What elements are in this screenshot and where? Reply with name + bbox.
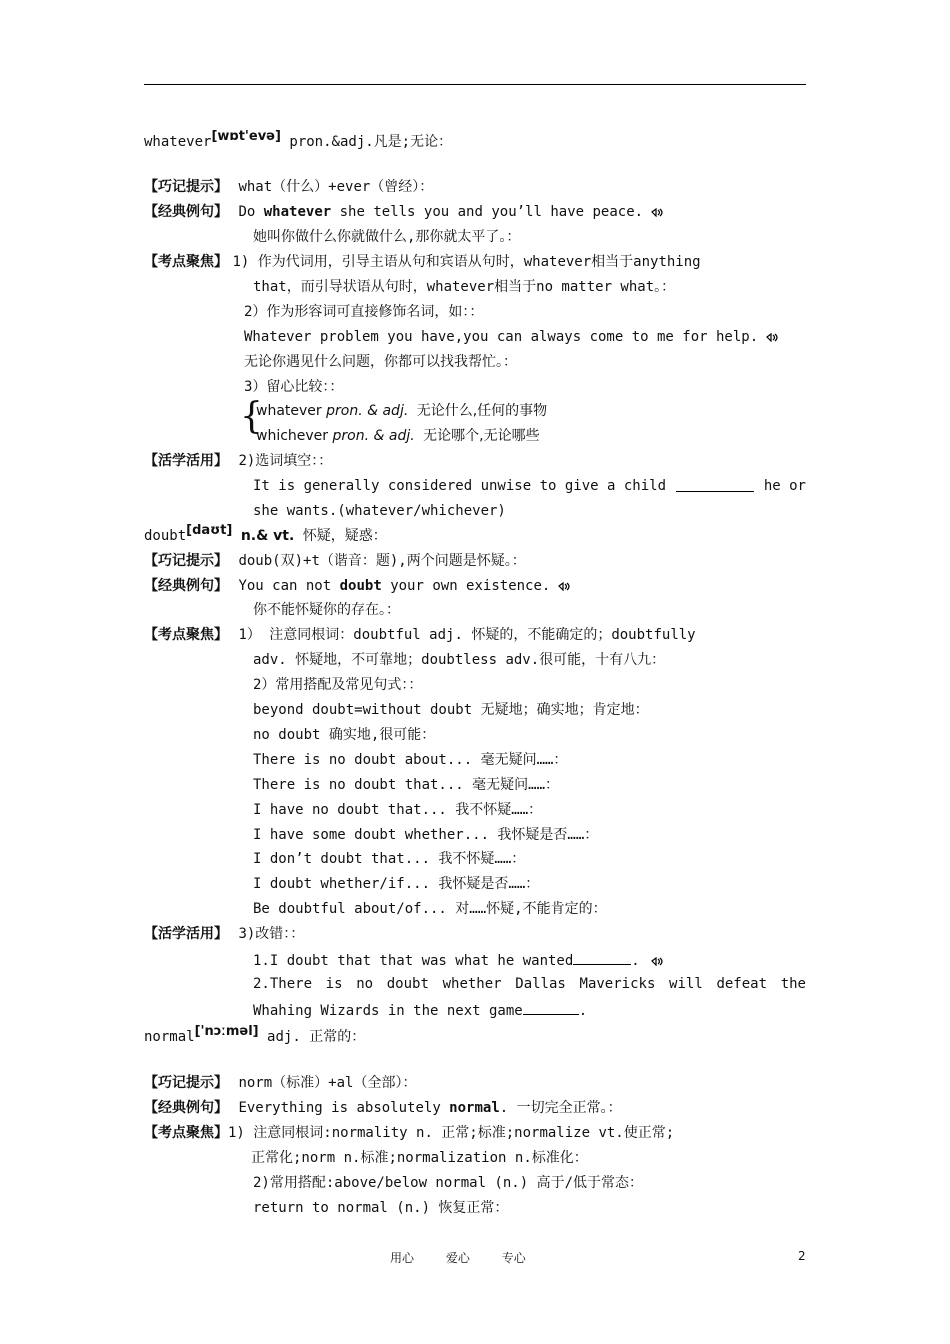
speaker-icon bbox=[651, 208, 665, 217]
focus-text: 正常;标准;normalize bbox=[432, 1125, 599, 1141]
practice-sentence bbox=[253, 1000, 587, 1020]
focus-text: 1） 注意同根词：doubtful bbox=[238, 627, 430, 643]
practice-text: 1.I doubt that that was what he wanted bbox=[253, 953, 574, 969]
example-keyword: whatever bbox=[263, 204, 332, 220]
meaning: 凡是;无论： bbox=[373, 134, 453, 150]
example-text: she tells you and you’ll have peace. bbox=[331, 204, 644, 220]
compare-row bbox=[256, 402, 547, 420]
pos: n.& vt. bbox=[240, 528, 295, 544]
focus-text: 2）常用搭配及常见句式：： bbox=[253, 677, 423, 693]
focus-text: 3）留心比较：： bbox=[244, 379, 344, 395]
mnemonic-line bbox=[144, 178, 433, 196]
headword: whatever bbox=[144, 134, 212, 150]
practice-text: . bbox=[578, 1003, 588, 1019]
focus-line bbox=[144, 1124, 674, 1142]
compare-word: whatever bbox=[256, 403, 322, 419]
compare-meaning: 无论什么,任何的事物 bbox=[416, 403, 548, 419]
headword: doubt bbox=[144, 528, 187, 544]
section-tag: 【巧记提示】 bbox=[144, 553, 228, 569]
headword: normal bbox=[144, 1029, 195, 1045]
mnemonic-text: what（什么）+ever（曾经）： bbox=[238, 179, 434, 195]
fill-blank[interactable] bbox=[523, 1000, 579, 1015]
meaning: 怀疑，疑惑： bbox=[302, 528, 387, 544]
focus-pos: adv. bbox=[505, 652, 540, 668]
compare-meaning: 无论哪个,无论哪些 bbox=[423, 428, 540, 444]
focus-text: 2）作为形容词可直接修饰名词，如：： bbox=[244, 304, 484, 320]
mnemonic-line bbox=[144, 1074, 416, 1092]
practice-text: she wants.(whatever/whichever) bbox=[253, 503, 506, 519]
compare-row bbox=[256, 427, 540, 445]
example-keyword: doubt bbox=[339, 578, 382, 594]
entry-whatever bbox=[144, 129, 453, 152]
meaning: 正常的： bbox=[300, 1029, 366, 1045]
focus-text: 怀疑地，不可靠地；doubtless bbox=[286, 652, 506, 668]
focus-text: that，而引导状语从句时，whatever相当于no matter what。： bbox=[253, 279, 676, 295]
footer-item: 专心 bbox=[501, 1251, 526, 1265]
compare-pos: pron. & adj. bbox=[332, 428, 415, 444]
focus-line-cont bbox=[251, 1149, 588, 1167]
phrase-item: I don’t doubt that... 我不怀疑……： bbox=[253, 851, 526, 867]
compare-word: whichever bbox=[256, 428, 329, 444]
focus-text: 使正常; bbox=[623, 1125, 675, 1141]
section-tag: 【经典例句】 bbox=[144, 1100, 228, 1116]
page-number: 2 bbox=[798, 1249, 806, 1263]
section-tag: 【经典例句】 bbox=[144, 578, 228, 594]
section-tag: 【巧记提示】 bbox=[144, 1075, 228, 1091]
section-tag: 【考点聚焦】 bbox=[144, 1125, 228, 1141]
focus-pos: vt. bbox=[598, 1125, 624, 1141]
focus-pos: n. bbox=[416, 1125, 433, 1141]
speaker-icon bbox=[558, 582, 572, 591]
focus-text: 标准化： bbox=[531, 1150, 588, 1166]
focus-text: 正常化;norm bbox=[251, 1150, 336, 1166]
focus-pos: n. bbox=[514, 1150, 532, 1166]
pos: adj. bbox=[267, 1029, 301, 1045]
practice-text: Whahing Wizards in the next game bbox=[253, 1003, 523, 1019]
mnemonic-line bbox=[144, 552, 526, 570]
focus-line bbox=[144, 253, 701, 271]
footer-motto bbox=[390, 1249, 554, 1266]
footer-item: 用心 bbox=[390, 1251, 415, 1265]
footer-item: 爱心 bbox=[445, 1251, 470, 1265]
pos: pron.&adj. bbox=[289, 134, 374, 150]
example-translation: 你不能怀疑你的存在。： bbox=[253, 602, 400, 618]
focus-text: 怀疑的，不能确定的；doubtfully bbox=[462, 627, 696, 643]
practice-line bbox=[144, 452, 332, 470]
focus-pos: adj. bbox=[429, 627, 463, 643]
focus-text: 1) 作为代词用，引导主语从句和宾语从句时，whatever相当于anything bbox=[232, 254, 701, 270]
phonetic: [wɒt'evə] bbox=[211, 129, 281, 144]
focus-text: return to normal (n.) 恢复正常： bbox=[253, 1200, 509, 1216]
section-tag: 【考点聚焦】 bbox=[144, 254, 228, 270]
compare-pos: pron. & adj. bbox=[326, 403, 409, 419]
phrase-item: I have no doubt that... 我不怀疑……： bbox=[253, 802, 543, 818]
focus-text: 很可能，十有八九： bbox=[539, 652, 666, 668]
example-text: Everything is absolutely bbox=[238, 1100, 450, 1116]
focus-text: 2)常用搭配:above/below normal (n.) 高于/低于常态： bbox=[253, 1175, 644, 1191]
phrase-item: I have some doubt whether... 我怀疑是否……： bbox=[253, 827, 599, 843]
section-tag: 【经典例句】 bbox=[144, 204, 228, 220]
phrase-item: There is no doubt about... 毫无疑问……： bbox=[253, 752, 568, 768]
practice-line bbox=[144, 925, 304, 943]
focus-pos: adv. bbox=[253, 652, 287, 668]
speaker-icon bbox=[766, 333, 780, 342]
practice-sentence bbox=[253, 950, 665, 970]
focus-text: 1) 注意同根词:normality bbox=[228, 1125, 417, 1141]
example-translation: 她叫你做什么你就做什么,那你就太平了。： bbox=[253, 229, 521, 245]
phrase-item: Be doubtful about/of... 对……怀疑,不能肯定的： bbox=[253, 901, 607, 917]
example-text: Do bbox=[238, 204, 264, 220]
mnemonic-text: norm（标准）+al（全部）： bbox=[238, 1075, 417, 1091]
mnemonic-text: doub(双)+t（谐音：题),两个问题是怀疑。： bbox=[238, 553, 526, 569]
example-text: your own existence. bbox=[381, 578, 551, 594]
practice-title: 2)选词填空：： bbox=[238, 453, 333, 469]
practice-title: 3)改错：： bbox=[238, 926, 305, 942]
fill-blank[interactable] bbox=[573, 950, 631, 965]
practice-text: he or bbox=[763, 478, 806, 494]
example-line bbox=[144, 203, 665, 221]
phrase-item: I doubt whether/if... 我怀疑是否……： bbox=[253, 876, 540, 892]
focus-example bbox=[244, 328, 780, 346]
phrase-item: There is no doubt that... 毫无疑问……： bbox=[253, 777, 560, 793]
phonetic: ['nɔːməl] bbox=[194, 1024, 259, 1039]
example-text: . 一切完全正常。： bbox=[499, 1100, 622, 1116]
practice-text: It is generally considered unwise to give a child bbox=[253, 478, 667, 494]
phonetic: [daʊt] bbox=[186, 523, 233, 538]
fill-blank[interactable] bbox=[676, 477, 754, 492]
phrase-item: beyond doubt=without doubt 无疑地；确实地；肯定地： bbox=[253, 702, 649, 718]
focus-example-translation: 无论你遇见什么问题，你都可以找我帮忙。： bbox=[244, 354, 517, 370]
speaker-icon bbox=[651, 957, 665, 966]
practice-sentence bbox=[253, 477, 806, 495]
entry-doubt bbox=[144, 523, 387, 546]
example-keyword: normal bbox=[449, 1100, 500, 1116]
example-line bbox=[144, 577, 572, 595]
practice-text: 2.There is no doubt whether Dallas Mavericks will defeat the bbox=[253, 976, 806, 992]
focus-pos: n. bbox=[335, 1150, 361, 1166]
entry-normal bbox=[144, 1024, 366, 1047]
example-text: You can not bbox=[238, 578, 340, 594]
section-tag: 【活学活用】 bbox=[144, 453, 228, 469]
section-tag: 【考点聚焦】 bbox=[144, 627, 228, 643]
header-rule bbox=[144, 84, 806, 85]
section-tag: 【活学活用】 bbox=[144, 926, 228, 942]
focus-example-text: Whatever problem you have,you can always come to me for help. bbox=[244, 329, 759, 345]
section-tag: 【巧记提示】 bbox=[144, 179, 228, 195]
practice-text: . bbox=[631, 953, 640, 969]
focus-text: 标准;normalization bbox=[360, 1150, 515, 1166]
compare-brace: { bbox=[240, 396, 263, 437]
phrase-item: no doubt 确实地,很可能： bbox=[253, 727, 436, 743]
focus-line bbox=[144, 626, 696, 644]
focus-line-cont bbox=[253, 651, 665, 669]
example-line bbox=[144, 1099, 622, 1117]
